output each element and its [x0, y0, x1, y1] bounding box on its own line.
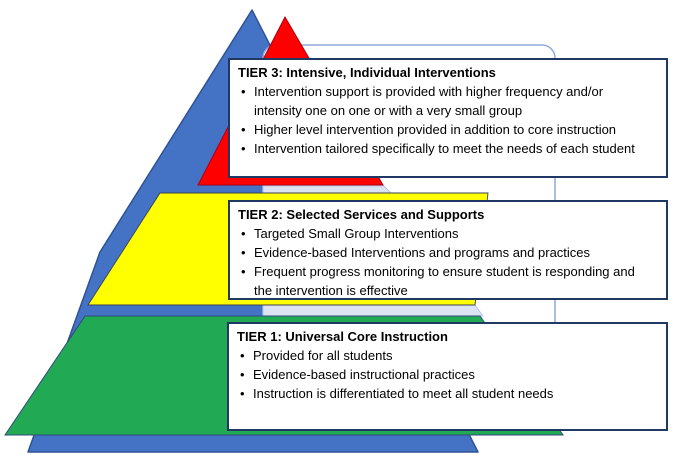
bullet-item: • Evidence-based instructional practices [237, 365, 652, 384]
tier1-title: TIER 1: Universal Core Instruction [237, 329, 448, 344]
bullet-item: • Evidence-based Interventions and programs and practices [238, 243, 652, 262]
bullet-item: • Intervention tailored specifically to meet the needs of each student [238, 139, 652, 158]
tier2-textbox [228, 200, 668, 300]
tier3-title: TIER 3: Intensive, Individual Interventions [238, 65, 496, 80]
tier2-bullets [238, 224, 652, 300]
bullet-item: • Instruction is differentiated to meet all student needs [237, 384, 652, 403]
tier1-bullets [237, 346, 652, 403]
bullet-item: • Provided for all students [237, 346, 652, 365]
tier2-title: TIER 2: Selected Services and Supports [238, 207, 485, 222]
tier3-textbox [228, 58, 668, 178]
tier1-textbox [227, 322, 668, 431]
tier3-bullets [238, 82, 652, 158]
tier2-accent-strip [263, 305, 483, 316]
bullet-item: • Targeted Small Group Interventions [238, 224, 652, 243]
bullet-item: • Intervention support is provided with higher frequency and/or intensity one on one or with a very small group [238, 82, 652, 120]
tier3-accent-strip [263, 186, 391, 193]
bullet-item: • Higher level intervention provided in addition to core instruction [238, 120, 652, 139]
bullet-item: • Frequent progress monitoring to ensure student is responding and the intervention is effective [238, 262, 652, 300]
